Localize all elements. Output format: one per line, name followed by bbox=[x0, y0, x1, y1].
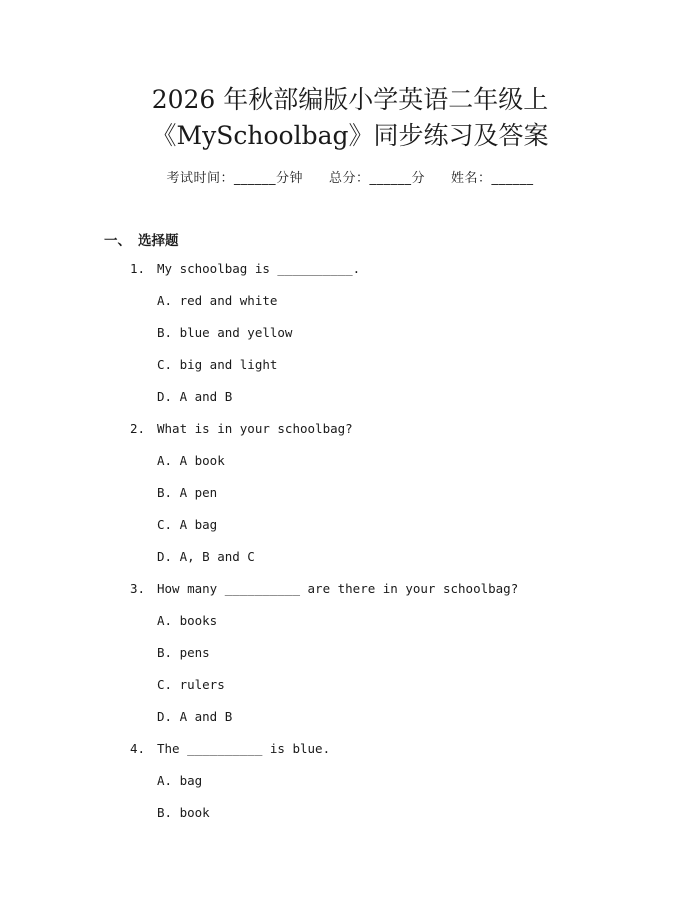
question-number: 3. bbox=[130, 581, 146, 596]
question-number: 4. bbox=[130, 741, 146, 756]
option: B. pens bbox=[157, 645, 210, 660]
question-list bbox=[0, 257, 700, 833]
exam-info-row bbox=[0, 167, 700, 186]
question-number: 1. bbox=[130, 261, 146, 276]
question bbox=[0, 737, 700, 769]
student-name: 姓名：______ bbox=[451, 171, 534, 186]
option: A. books bbox=[157, 613, 218, 628]
option: B. A pen bbox=[157, 485, 218, 500]
question bbox=[0, 417, 700, 449]
question-text: The __________ is blue. bbox=[157, 741, 331, 756]
option: C. A bag bbox=[157, 517, 218, 532]
question bbox=[0, 577, 700, 609]
question-number: 2. bbox=[130, 421, 146, 436]
section-heading bbox=[104, 229, 179, 249]
section-number: 一、 bbox=[104, 233, 131, 249]
option: C. big and light bbox=[157, 357, 278, 372]
option: D. A and B bbox=[157, 709, 233, 724]
title-line-2: 《MySchoolbag》同步练习及答案 bbox=[151, 121, 549, 150]
option: B. blue and yellow bbox=[157, 325, 293, 340]
document-title bbox=[0, 82, 700, 154]
option: D. A and B bbox=[157, 389, 233, 404]
option: D. A, B and C bbox=[157, 549, 255, 564]
question-text: My schoolbag is __________. bbox=[157, 261, 361, 276]
exam-time: 考试时间：______分钟 bbox=[166, 171, 303, 186]
question bbox=[0, 257, 700, 289]
title-line-1: 2026 年秋部编版小学英语二年级上 bbox=[151, 85, 549, 114]
total-score: 总分：______分 bbox=[328, 171, 425, 186]
section-title: 选择题 bbox=[138, 233, 179, 249]
question-text: How many __________ are there in your schoolbag? bbox=[157, 581, 519, 596]
option: A. A book bbox=[157, 453, 225, 468]
option: C. rulers bbox=[157, 677, 225, 692]
option: A. bag bbox=[157, 773, 203, 788]
question-text: What is in your schoolbag? bbox=[157, 421, 353, 436]
option: B. book bbox=[157, 805, 210, 820]
option: A. red and white bbox=[157, 293, 278, 308]
